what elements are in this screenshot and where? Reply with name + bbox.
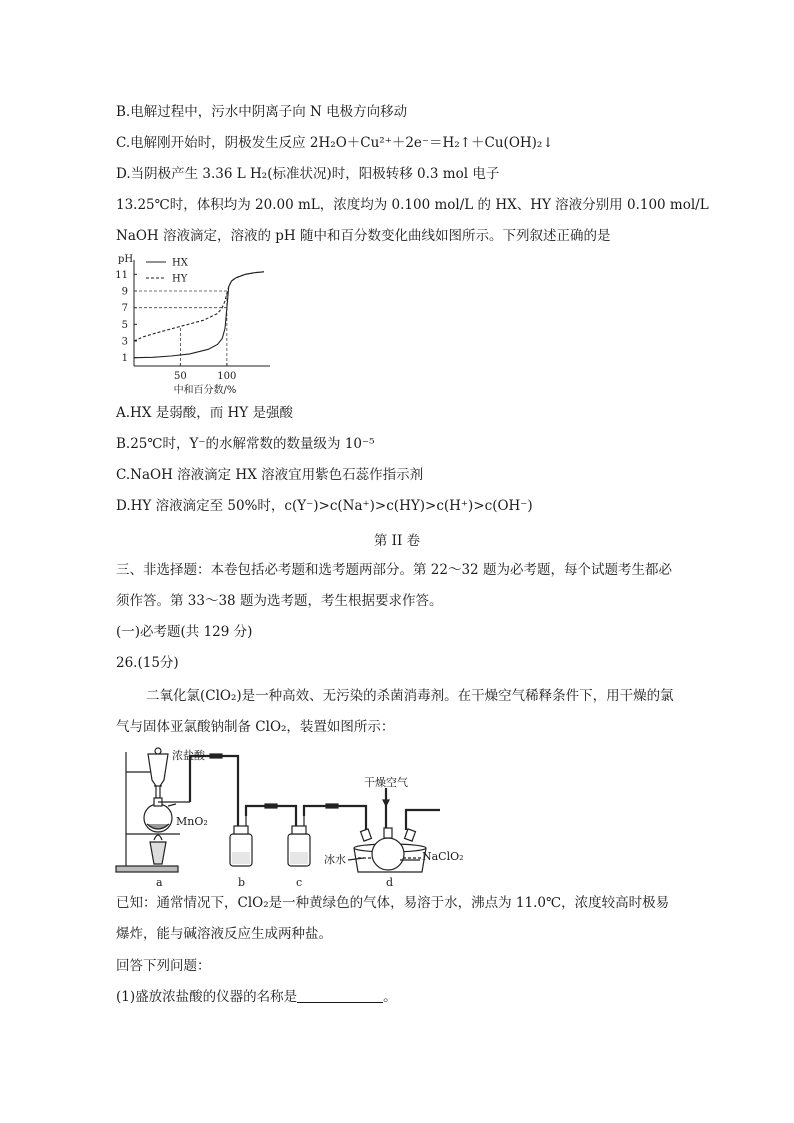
answer-prompt: 回答下列问题： bbox=[116, 958, 211, 974]
q26-part1 bbox=[116, 987, 397, 1007]
q26-heading: 26.(15分) bbox=[116, 655, 179, 671]
three-neck-flask bbox=[372, 838, 404, 870]
q26-text-line2: 气与固体亚氯酸钠制备 ClO₂，装置如图所示： bbox=[116, 719, 395, 735]
apparatus-diagram bbox=[110, 742, 490, 890]
part3-instructions-line1: 三、非选择题：本卷包括必考题和选考题两部分。第 22～32 题为必考题，每个试题考生都必 bbox=[116, 562, 672, 578]
label-b: b bbox=[238, 876, 246, 889]
label-dry-air: 干燥空气 bbox=[364, 776, 408, 789]
q13-option-a: A.HX 是弱酸，而 HY 是强酸 bbox=[116, 405, 293, 421]
q12-option-c: C.电解刚开始时，阴极发生反应 2H₂O＋Cu²⁺＋2e⁻＝H₂↑＋Cu(OH)₂↓ bbox=[116, 135, 554, 151]
q26-part1-end: 。 bbox=[383, 989, 397, 1005]
y-tick-label: 11 bbox=[115, 269, 128, 281]
y-tick-label: 5 bbox=[121, 319, 128, 331]
answer-blank[interactable] bbox=[297, 988, 383, 1003]
separatory-funnel bbox=[148, 754, 168, 798]
q26-part1-text: (1)盛放浓盐酸的仪器的名称是 bbox=[116, 989, 298, 1005]
y-tick-label: 1 bbox=[121, 353, 128, 365]
series-line-hy bbox=[134, 272, 264, 341]
q26-text-line1: 二氧化氯(ClO₂)是一种高效、无污染的杀菌消毒剂。在干燥空气稀释条件下，用干燥的氯 bbox=[146, 688, 674, 704]
x-tick-label: 50 bbox=[174, 371, 187, 382]
q13-stem-line2: NaOH 溶液滴定，溶液的 pH 随中和百分数变化曲线如图所示。下列叙述正确的是 bbox=[116, 228, 611, 244]
x-axis-label: 中和百分数/% bbox=[173, 385, 237, 396]
label-c: c bbox=[296, 876, 303, 889]
stand-base bbox=[116, 866, 178, 872]
label-naclo2: NaClO₂ bbox=[422, 850, 464, 863]
part3-instructions-line2: 须作答。第 33～38 题为选考题，考生根据要求作答。 bbox=[116, 593, 443, 609]
q13-option-b: B.25℃时，Y⁻的水解常数的数量级为 10⁻⁵ bbox=[116, 436, 375, 452]
series-line-hx bbox=[134, 272, 264, 358]
y-tick-label: 7 bbox=[121, 303, 128, 315]
known-info-line2: 爆炸，能与碱溶液反应生成两种盐。 bbox=[116, 926, 332, 942]
q13-option-d: D.HY 溶液滴定至 50%时，c(Y⁻)>c(Na⁺)>c(HY)>c(H⁺)>c(OH⁻) bbox=[116, 498, 533, 514]
q12-option-d: D.当阴极产生 3.36 L H₂(标准状况)时，阳极转移 0.3 mol 电子 bbox=[116, 166, 500, 182]
label-mno2: MnO₂ bbox=[176, 815, 208, 828]
label-a: a bbox=[156, 876, 163, 889]
y-tick-label: 9 bbox=[121, 286, 128, 298]
legend-label-hx: HX bbox=[172, 257, 188, 269]
required-section-heading: (一)必考题(共 129 分) bbox=[116, 624, 253, 640]
x-tick-label: 100 bbox=[217, 371, 237, 382]
label-conc-hcl: 浓盐酸 bbox=[172, 749, 205, 762]
q12-option-b: B.电解过程中，污水中阴离子向 N 电极方向移动 bbox=[116, 104, 408, 120]
label-ice-water: 冰水 bbox=[324, 853, 346, 866]
label-d: d bbox=[386, 876, 394, 889]
ph-titration-chart bbox=[108, 254, 288, 396]
y-tick-label: 3 bbox=[121, 336, 128, 348]
known-info-line1: 已知：通常情况下，ClO₂是一种黄绿色的气体，易溶于水，沸点为 11.0℃，浓度较高时极易 bbox=[116, 895, 670, 911]
legend-label-hy: HY bbox=[172, 273, 188, 285]
y-axis-label: pH bbox=[118, 254, 134, 265]
burner bbox=[150, 842, 166, 864]
section-title: 第 II 卷 bbox=[373, 533, 421, 549]
q13-stem-line1: 13.25℃时，体积均为 20.00 mL，浓度均为 0.100 mol/L 的 HX、HY 溶液分别用 0.100 mol/L bbox=[116, 197, 709, 213]
q13-option-c: C.NaOH 溶液滴定 HX 溶液宜用紫色石蕊作指示剂 bbox=[116, 467, 424, 483]
